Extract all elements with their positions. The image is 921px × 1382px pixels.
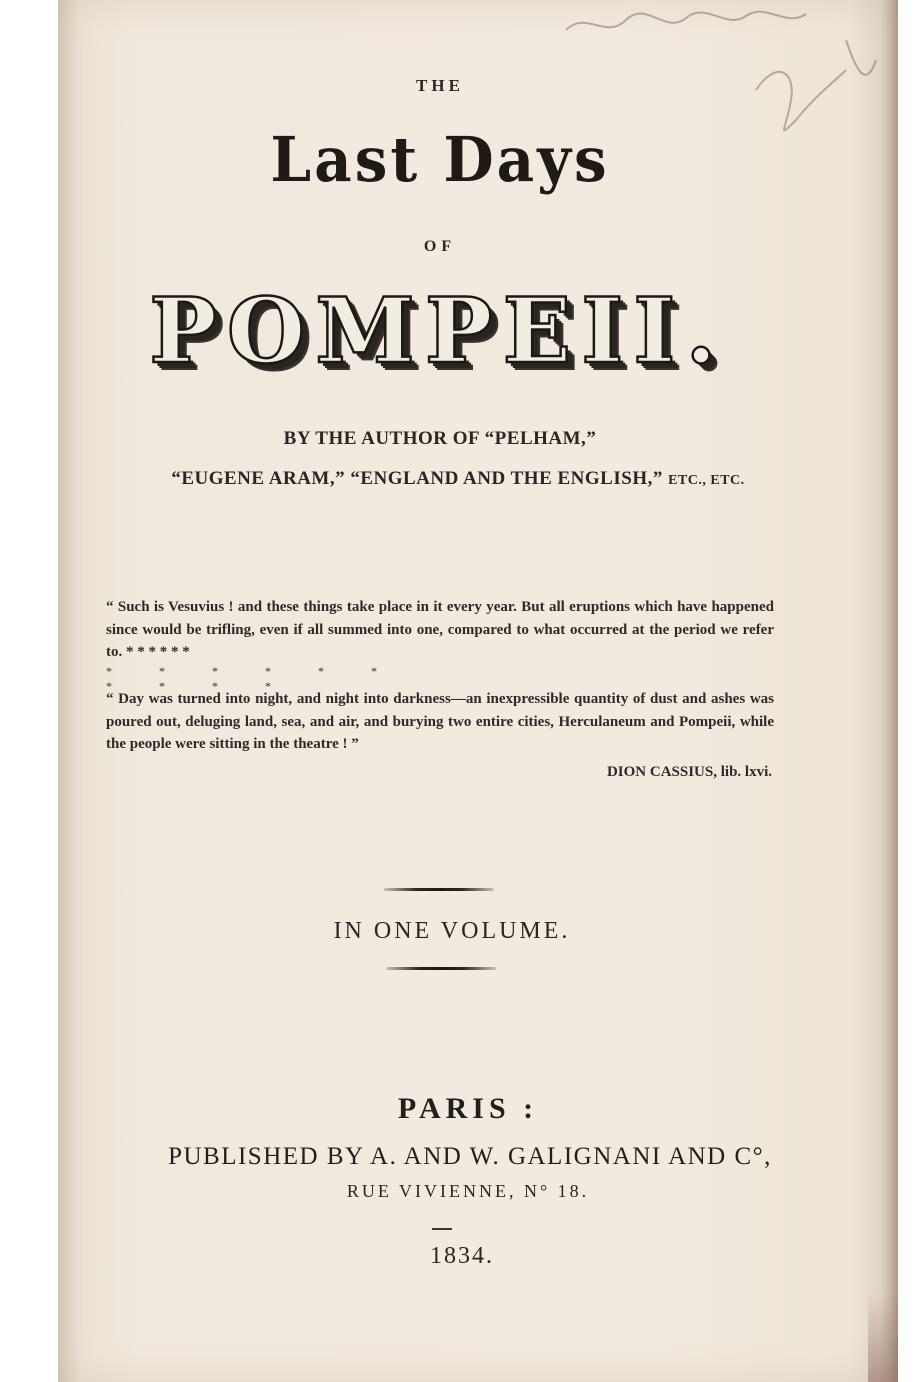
page-corner-stain	[868, 1292, 898, 1382]
imprint-publisher: PUBLISHED BY A. AND W. GALIGNANI AND C°,	[168, 1143, 772, 1170]
byline-works: “EUGENE ARAM,” “ENGLAND AND THE ENGLISH,”	[171, 468, 663, 489]
epigraph-attribution: DION CASSIUS, lib. lxvi.	[606, 764, 772, 780]
ornamental-rule-bottom	[386, 967, 496, 970]
title-last-days: Last Days	[270, 123, 610, 197]
epigraph-quote-1: “ Such is Vesuvius ! and these things take place in it every year. But all eruptions which have happened since would be trifling, even if all summed into one, compared to what occurred at the period we refer to. * * * * * *	[106, 599, 774, 660]
imprint-divider	[432, 1228, 452, 1230]
epigraph-ellipsis-stars: * * * * * * * * * *	[106, 664, 399, 693]
ornamental-rule-top	[384, 888, 494, 891]
byline-line-2	[58, 468, 878, 490]
page-edge-shadow	[880, 0, 898, 1382]
book-page	[58, 0, 898, 1382]
volume-statement: IN ONE VOLUME.	[333, 918, 571, 944]
byline-line-1: BY THE AUTHOR OF “PELHAM,”	[283, 428, 597, 449]
imprint-year: 1834.	[430, 1243, 494, 1269]
title-of: OF	[423, 238, 457, 255]
title-the: THE	[416, 76, 464, 95]
epigraph-quote-2: “ Day was turned into night, and night into darkness—an inexpressible quantity of dust and ashes was poured out, deluging land, sea, and air, and burying two entire cities, Herculaneum and Pompeii, while the people were sitting in the theatre ! ”	[106, 691, 774, 752]
title-pompeii: POMPEII.	[149, 278, 727, 384]
imprint-address: RUE VIVIENNE, N° 18.	[346, 1181, 590, 1201]
byline-etc: ETC., ETC.	[668, 473, 745, 488]
imprint-city: PARIS :	[397, 1092, 539, 1125]
